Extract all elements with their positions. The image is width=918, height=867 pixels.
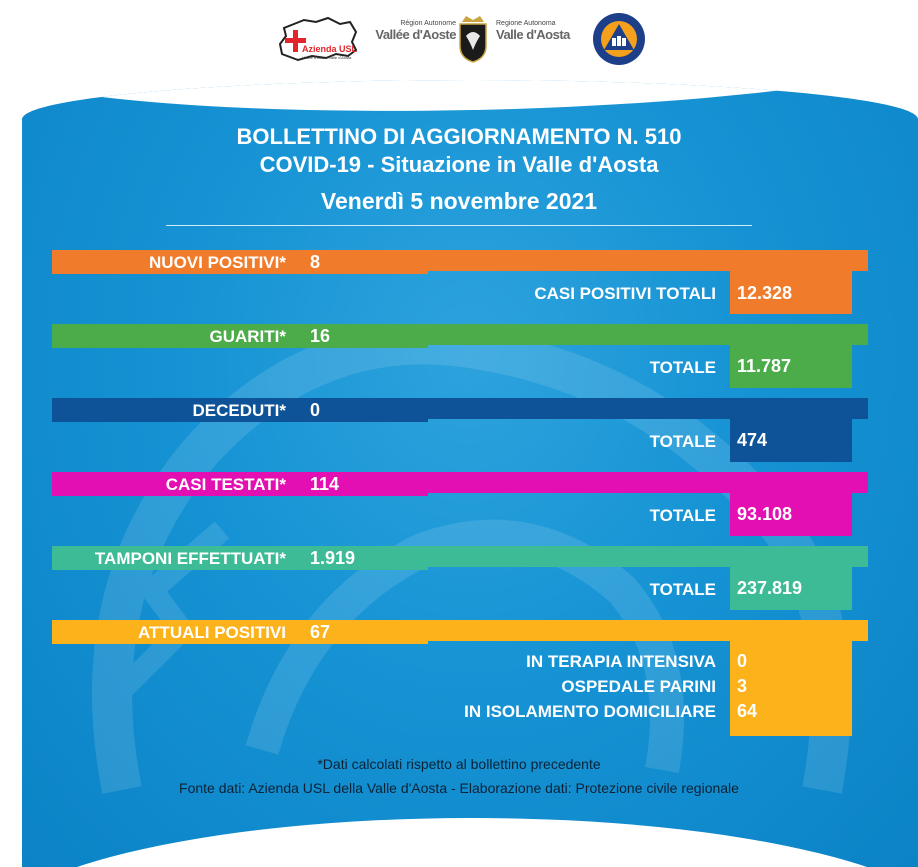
deceduti-label: DECEDUTI* (192, 401, 286, 420)
region-italian-small: Regione Autonoma (496, 20, 556, 27)
nuovi-positivi-total-label: CASI POSITIVI TOTALI (534, 284, 716, 303)
tamponi-total-label: TOTALE (649, 580, 716, 599)
data-source-footnote: Fonte dati: Azienda USL della Valle d'Aosta - Elaborazione dati: Protezione civile regionale (179, 780, 739, 796)
region-french-small: Région Autonome (400, 20, 456, 27)
azienda-usl-logo (276, 14, 360, 66)
isolamento-domiciliare-label: IN ISOLAMENTO DOMICILIARE (464, 702, 716, 721)
casi-testati-value: 114 (310, 474, 340, 494)
region-french-big: Vallée d'Aoste (375, 27, 456, 42)
guariti-bar-right (428, 324, 868, 345)
deceduti-bar-right (428, 398, 868, 419)
deceduti-total-value: 474 (737, 430, 768, 450)
azienda-usl-name: Azienda USL (302, 44, 358, 54)
region-italian-logo-text (496, 20, 576, 54)
deceduti-value: 0 (310, 400, 321, 420)
terapia-intensiva-value: 0 (737, 651, 748, 671)
guariti-label: GUARITI* (209, 327, 286, 346)
terapia-intensiva-label: IN TERAPIA INTENSIVA (526, 652, 716, 671)
bulletin-number-title: BOLLETTINO DI AGGIORNAMENTO N. 510 (236, 124, 682, 149)
nuovi-positivi-value: 8 (310, 252, 321, 272)
guariti-value: 16 (310, 326, 331, 346)
region-shield-emblem (458, 12, 488, 64)
casi-testati-total-value: 93.108 (737, 504, 793, 524)
situation-subtitle: COVID-19 - Situazione in Valle d'Aosta (259, 152, 659, 177)
region-italian-big: Valle d'Aosta (496, 27, 570, 42)
casi-testati-label: CASI TESTATI* (165, 475, 286, 494)
attuali-positivi-label: ATTUALI POSITIVI (138, 623, 286, 642)
tamponi-bar-right (428, 546, 868, 567)
bulletin-date: Venerdì 5 novembre 2021 (320, 188, 598, 214)
casi-testati-bar-right (428, 472, 868, 493)
nuovi-positivi-total-value: 12.328 (737, 283, 793, 303)
panel-top-curve (22, 80, 918, 120)
logo-header (0, 0, 918, 80)
deceduti-total-label: TOTALE (649, 432, 716, 451)
guariti-total-label: TOTALE (649, 358, 716, 377)
shield-icon (458, 12, 488, 64)
tamponi-label: TAMPONI EFFETTUATI* (94, 549, 286, 568)
isolamento-domiciliare-value: 64 (737, 701, 758, 721)
guariti-total-value: 11.787 (737, 356, 792, 376)
ospedale-parini-label: OSPEDALE PARINI (561, 677, 716, 696)
nuovi-positivi-bar-right (428, 250, 868, 271)
ospedale-parini-value: 3 (737, 676, 748, 696)
protezione-civile-logo (592, 12, 646, 66)
azienda-usl-subtitle: Vallée d'Aoste-Valle d'Aosta (302, 55, 352, 60)
protezione-civile-emblem-icon (592, 12, 646, 66)
casi-testati-total-label: TOTALE (649, 506, 716, 525)
tamponi-value: 1.919 (310, 548, 356, 568)
tamponi-total-value: 237.819 (737, 578, 803, 598)
region-french-logo-text (370, 20, 456, 54)
nuovi-positivi-label: NUOVI POSITIVI* (149, 253, 286, 272)
attuali-positivi-bar-right (428, 620, 868, 641)
calculation-footnote: *Dati calcolati rispetto al bollettino precedente (317, 756, 601, 772)
attuali-positivi-value: 67 (310, 622, 331, 642)
title-divider (166, 225, 752, 226)
